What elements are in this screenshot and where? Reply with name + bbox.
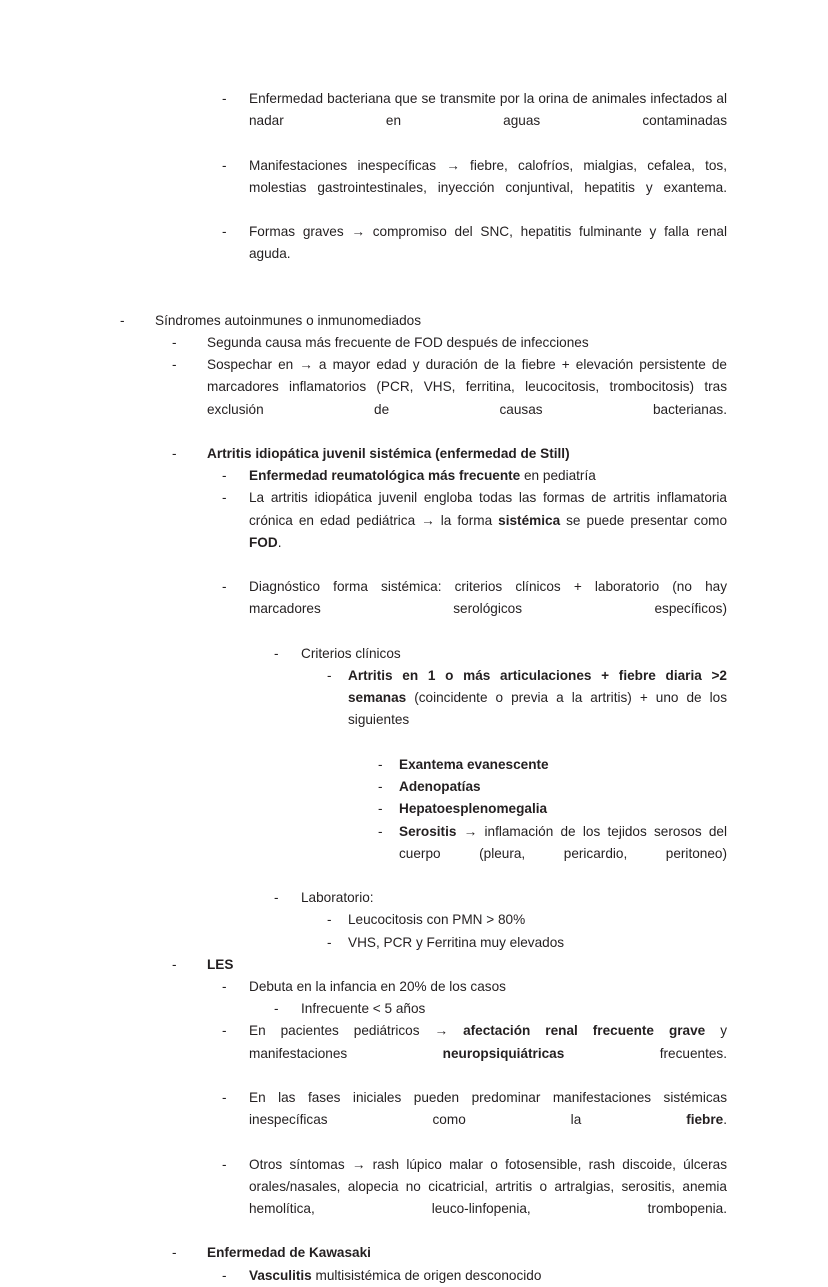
- outline-item-vhs-pcr-ferritina: [327, 932, 727, 954]
- outline-item-text: [249, 576, 727, 643]
- emphasis-text: Vasculitis: [249, 1267, 312, 1283]
- outline-item-les-pacientes-pediatricos: [222, 1020, 727, 1087]
- body-text: En las fases iniciales pueden predominar manifestaciones sistémicas inespecíficas como la: [249, 1089, 727, 1128]
- outline-item-laboratorio: [274, 887, 727, 909]
- bullet-dash-icon: -: [274, 645, 279, 661]
- bullet-dash-icon: -: [378, 823, 383, 839]
- body-text: .: [277, 534, 282, 550]
- body-text: → inflamación de los tejidos serosos del cuerpo (pleura, pericardio, peritoneo): [399, 823, 727, 861]
- outline-item-text: [249, 221, 727, 288]
- outline-item-text: [207, 443, 727, 465]
- body-text: frecuentes.: [564, 1045, 727, 1061]
- bullet-dash-icon: -: [222, 91, 227, 106]
- outline-item-text: [348, 665, 727, 754]
- bullet-dash-icon: -: [222, 978, 227, 994]
- outline-item-text: [249, 88, 727, 155]
- outline-item-leucocitosis-pmn: [327, 909, 727, 931]
- emphasis-text: Exantema evanescente: [399, 756, 549, 772]
- bullet-dash-icon: -: [378, 779, 383, 795]
- outline-item-text: [249, 976, 727, 998]
- outline-item-text: [399, 754, 727, 776]
- bullet-dash-icon: -: [172, 446, 177, 462]
- outline-item-serositis: [378, 821, 727, 888]
- outline-item-enfermedad-de-kawasaki: [172, 1242, 727, 1264]
- bullet-dash-icon: -: [274, 1001, 279, 1017]
- bullet-dash-icon: -: [327, 934, 332, 950]
- emphasis-text: Artritis en 1 o más articulaciones + fiebre diaria >2 semanas: [348, 668, 727, 706]
- outline-item-leptospirosis-formas-graves: [222, 221, 727, 288]
- bullet-dash-icon: -: [172, 335, 177, 351]
- body-text: Laboratorio:: [301, 890, 374, 906]
- emphasis-text: Enfermedad de Kawasaki: [207, 1245, 371, 1261]
- outline-item-les-debuta-infancia: [222, 976, 727, 998]
- body-text: .: [723, 1112, 727, 1128]
- outline-item-diagnostico-forma-sistemica: [222, 576, 727, 643]
- emphasis-text: Artritis idiopática juvenil sistémica (enfermedad de Still): [207, 446, 570, 462]
- emphasis-text: FOD: [249, 534, 278, 550]
- body-text: (coincidente o previa a la artritis) + uno de los siguientes: [348, 690, 727, 728]
- bullet-dash-icon: -: [222, 1023, 227, 1039]
- outline-item-aij-engloba: [222, 487, 728, 576]
- body-text: Sospechar en → a mayor edad y duración de la fiebre + elevación persistente de marcadores inflamatorios (PCR, VHS, ferritina, leucocitosis, trombocitosis) tras exclusión de causas bacterianas.: [207, 357, 727, 417]
- body-text: Formas graves → compromiso del SNC, hepatitis fulminante y falla renal aguda.: [249, 224, 727, 262]
- outline-item-les-otros-sintomas: [222, 1154, 727, 1243]
- outline-item-text: [348, 932, 727, 954]
- outline-item-text: [249, 155, 727, 222]
- outline-item-adenopatias: [378, 776, 727, 798]
- emphasis-text: neuropsiquiátricas: [442, 1045, 565, 1061]
- bullet-dash-icon: -: [172, 1245, 177, 1261]
- outline-item-segunda-causa-fod: [172, 332, 727, 354]
- bullet-dash-icon: -: [222, 468, 227, 484]
- body-text: en pediatría: [520, 468, 596, 484]
- body-text: y manifestaciones: [249, 1023, 727, 1061]
- bullet-dash-icon: -: [172, 357, 177, 373]
- body-text: Manifestaciones inespecíficas → fiebre, calofríos, mialgias, cefalea, tos, molestias gastrointestinales, inyección conjuntival, hepatitis y exantema.: [249, 157, 727, 195]
- outline-item-text: [399, 821, 727, 888]
- outline-item-text: [249, 487, 727, 576]
- bullet-dash-icon: -: [327, 668, 332, 684]
- outline-item-enfermedad-reumatologica-mas-frecuente: [222, 465, 727, 487]
- outline-item-text: [207, 332, 727, 354]
- outline-item-exantema-evanescente: [378, 754, 727, 776]
- emphasis-text: Enfermedad reumatológica más frecuente: [249, 468, 521, 484]
- bullet-dash-icon: -: [222, 490, 227, 506]
- outline-item-text: [249, 1265, 727, 1287]
- bullet-dash-icon: -: [120, 312, 125, 328]
- bullet-dash-icon: -: [327, 912, 332, 928]
- outline-item-text: [155, 310, 727, 332]
- body-text: Infrecuente < 5 años: [301, 1001, 426, 1017]
- emphasis-text: Adenopatías: [399, 779, 481, 795]
- outline-item-text: [249, 1154, 727, 1243]
- outline-item-leptospirosis-manifestaciones: [222, 155, 727, 222]
- outline-item-criterios-clinicos: [274, 643, 727, 665]
- bullet-dash-icon: -: [222, 1267, 227, 1283]
- outline-item-les-infrecuente-5-anos: [274, 998, 727, 1020]
- body-text: La artritis idiopática juvenil engloba todas las formas de artritis inflamatoria crónica en edad pediátrica → la forma: [249, 490, 727, 528]
- outline-item-text: [348, 909, 727, 931]
- bullet-dash-icon: -: [172, 956, 177, 972]
- outline-item-text: [207, 954, 727, 976]
- document-body: [0, 88, 828, 1287]
- outline-item-text: [301, 998, 727, 1020]
- bullet-dash-icon: -: [222, 224, 227, 240]
- outline-item-artritis-idiopatica-juvenil-sistemica: [172, 443, 727, 465]
- emphasis-text: sistémica: [498, 512, 561, 528]
- bullet-dash-icon: -: [274, 890, 279, 906]
- emphasis-text: fiebre: [686, 1112, 724, 1128]
- outline-item-sospechar-en: [172, 354, 727, 443]
- body-text: En pacientes pediátricos →: [249, 1023, 464, 1039]
- outline-item-text: [399, 798, 727, 820]
- outline-item-artritis-criterio-principal: [327, 665, 727, 754]
- emphasis-text: afectación renal frecuente grave: [463, 1023, 706, 1039]
- body-text: Segunda causa más frecuente de FOD después de infecciones: [207, 335, 589, 351]
- bullet-dash-icon: -: [222, 1089, 227, 1105]
- bullet-dash-icon: -: [222, 579, 227, 595]
- outline-item-text: [249, 1020, 727, 1087]
- outline-item-text: [207, 1242, 727, 1264]
- emphasis-text: Hepatoesplenomegalia: [399, 801, 548, 817]
- outline-item-text: [249, 465, 727, 487]
- body-text: multisistémica de origen desconocido: [311, 1267, 542, 1283]
- body-text: Enfermedad bacteriana que se transmite por la orina de animales infectados al nadar en aguas contaminadas: [249, 91, 727, 129]
- body-text: VHS, PCR y Ferritina muy elevados: [348, 934, 565, 950]
- outline-item-sindromes-autoinmunes: [120, 310, 727, 332]
- body-text: Otros síntomas → rash lúpico malar o fotosensible, rash discoide, úlceras orales/nasales, alopecia no cicatricial, artritis o artralgias, serositis, anemia hemolítica, leuco-linfopenia, trombopenia.: [249, 1156, 727, 1216]
- bullet-dash-icon: -: [222, 157, 227, 173]
- body-text: Diagnóstico forma sistémica: criterios clínicos + laboratorio (no hay marcadores serológicos específicos): [249, 579, 727, 617]
- emphasis-text: Serositis: [399, 823, 457, 839]
- bullet-dash-icon: -: [222, 1156, 227, 1172]
- outline-item-leptospirosis-transmision: [222, 88, 727, 155]
- outline-item-les-fases-iniciales: [222, 1087, 727, 1154]
- outline-item-hepatoesplenomegalia: [378, 798, 727, 820]
- bullet-dash-icon: -: [378, 801, 383, 817]
- body-text: Criterios clínicos: [301, 645, 401, 661]
- outline-item-les: [172, 954, 727, 976]
- body-text: Debuta en la infancia en 20% de los casos: [249, 978, 506, 994]
- outline-item-text: [399, 776, 727, 798]
- outline-item-text: [249, 1087, 727, 1154]
- body-text: Síndromes autoinmunes o inmunomediados: [155, 312, 421, 328]
- bullet-dash-icon: -: [378, 756, 383, 772]
- outline-item-text: [301, 643, 727, 665]
- outline-item-text: [207, 354, 727, 443]
- outline-item-kawasaki-vasculitis: [222, 1265, 727, 1287]
- emphasis-text: LES: [207, 956, 234, 972]
- body-text: se puede presentar como: [560, 512, 728, 528]
- body-text: Leucocitosis con PMN > 80%: [348, 912, 526, 928]
- outline-item-text: [301, 887, 727, 909]
